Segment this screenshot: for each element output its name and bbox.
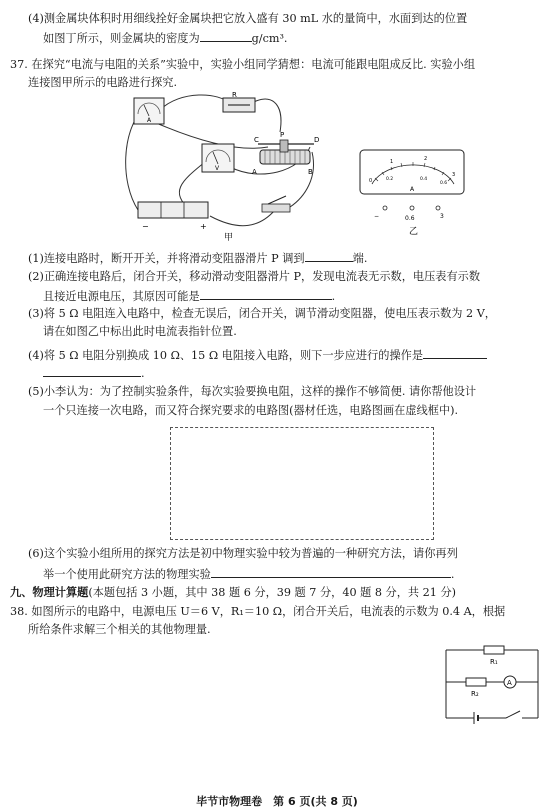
q37-sub5-line1: (5)小李认为：为了控制实验条件，每次实验要换电阻，这样的操作不够简便. 请你帮他设计 xyxy=(28,385,477,398)
terminal-c-label: C xyxy=(254,136,259,144)
q36-4-line1: (4)测金属块体积时用细线拴好金属块把它放入盛有 30 mL 水的量筒中，水面到达的位置 xyxy=(28,12,468,25)
terminal-3: 3 xyxy=(440,213,444,220)
q38-circuit xyxy=(440,640,544,726)
q37-sub6-line1: (6)这个实验小组所用的探究方法是初中物理实验中较为普遍的一种研究方法，请你再列 xyxy=(28,547,458,560)
voltmeter-label: V xyxy=(215,165,220,172)
scale-0: 0 xyxy=(369,178,373,184)
q37-sub4-end: . xyxy=(141,367,145,380)
terminal-0-6: 0.6 xyxy=(405,215,415,222)
dial-unit: A xyxy=(410,186,415,193)
q37-sub6-end: . xyxy=(450,568,455,581)
q37-intro-line2: 连接图甲所示的电路进行探究. xyxy=(28,76,177,89)
q37-sub6-line2 xyxy=(43,566,454,582)
answer-blank[interactable] xyxy=(211,566,451,578)
scale-3: 3 xyxy=(452,172,456,178)
resistor-r-label: R xyxy=(232,92,237,99)
answer-blank[interactable] xyxy=(305,250,353,262)
q37-sub4-text: (4)将 5 Ω 电阻分别换成 10 Ω、15 Ω 电阻接入电路，则下一步应进行的操作是 xyxy=(28,349,424,362)
answer-blank[interactable] xyxy=(43,365,141,377)
r1-label: R₁ xyxy=(490,658,498,666)
terminal-d-label: D xyxy=(314,136,320,144)
q37-sub1-text: (1)连接电路时，断开开关，并将滑动变阻器滑片 P 调到 xyxy=(28,252,305,265)
q37-sub2-text: 且接近电源电压，其原因可能是 xyxy=(43,290,200,303)
answer-blank[interactable] xyxy=(423,347,487,359)
q36-4-line2-text: 如图丁所示，则金属块的密度为 xyxy=(43,32,200,45)
terminal-b-label: B xyxy=(308,168,313,176)
q37-sub6-text: 举一个使用此研究方法的物理实验 xyxy=(43,568,211,581)
r2-label: R₂ xyxy=(471,690,479,698)
ammeter-label: A xyxy=(147,117,152,124)
answer-blank[interactable] xyxy=(200,30,252,42)
section-9-title: 九、物理计算题 xyxy=(10,585,89,599)
terminal-a-label: A xyxy=(252,168,257,176)
answer-blank[interactable] xyxy=(200,288,332,300)
scale-0-4: 0.4 xyxy=(420,177,428,182)
q38-line1: 38. 如图所示的电路中，电源电压 U＝6 V，R₁＝10 Ω，闭合开关后，电流表的示数为 0.4 A，根据 xyxy=(10,605,506,618)
figure-a-caption: 甲 xyxy=(224,233,234,242)
q38-line2: 所给条件求解三个相关的其他物理量. xyxy=(28,623,211,636)
q37-sub4-line2 xyxy=(43,365,145,381)
q37-sub2-line1: (2)正确连接电路后，闭合开关，移动滑动变阻器滑片 P，发现电流表无示数，电压表有示数 xyxy=(28,270,481,283)
q37-sub2-end: . xyxy=(331,290,336,303)
scale-0-2: 0.2 xyxy=(386,177,394,182)
q37-sub5-line2: 一个只连接一次电路，而又符合探究要求的电路图(器材任选，电路图画在虚线框中). xyxy=(43,404,459,417)
scale-0-6: 0.6 xyxy=(440,181,448,186)
q37-sub1-end: 端. xyxy=(352,252,368,265)
q36-4-unit: g/cm³. xyxy=(251,32,288,45)
slider-p-label: P xyxy=(280,131,285,139)
page-footer: 毕节市物理卷 第 6 页(共 8 页) xyxy=(196,795,358,808)
drawing-box[interactable] xyxy=(170,427,434,540)
scale-1: 1 xyxy=(390,159,394,165)
battery-plus-label: + xyxy=(200,222,207,231)
q37-intro-line1: 37. 在探究“电流与电阻的关系”实验中，实验小组同学猜想：电流可能跟电阻成反比. 实验小组 xyxy=(10,58,476,71)
q37-sub3-line1: (3)将 5 Ω 电阻连入电路中，检查无误后，闭合开关，调节滑动变阻器，使电压表示数为 2 V， xyxy=(28,307,496,320)
q36-4-line2 xyxy=(43,30,288,46)
figure-b-ammeter xyxy=(358,148,468,238)
section-9-heading xyxy=(10,585,456,600)
figure-a-circuit xyxy=(120,92,325,242)
figure-b-caption: 乙 xyxy=(409,227,419,237)
battery-minus-label: − xyxy=(142,222,149,231)
q37-sub3-line2: 请在如图乙中标出此时电流表指针位置. xyxy=(43,325,237,338)
meter-a-label: A xyxy=(507,679,512,687)
terminal-minus: − xyxy=(374,213,380,220)
q37-sub1 xyxy=(28,250,367,266)
scale-2: 2 xyxy=(424,156,428,162)
q37-sub4-line1 xyxy=(28,347,487,363)
section-9-note: (本题包括 3 小题，其中 38 题 6 分，39 题 7 分，40 题 8 分，共 21 分) xyxy=(88,586,457,599)
q37-sub2-line2 xyxy=(43,288,335,304)
